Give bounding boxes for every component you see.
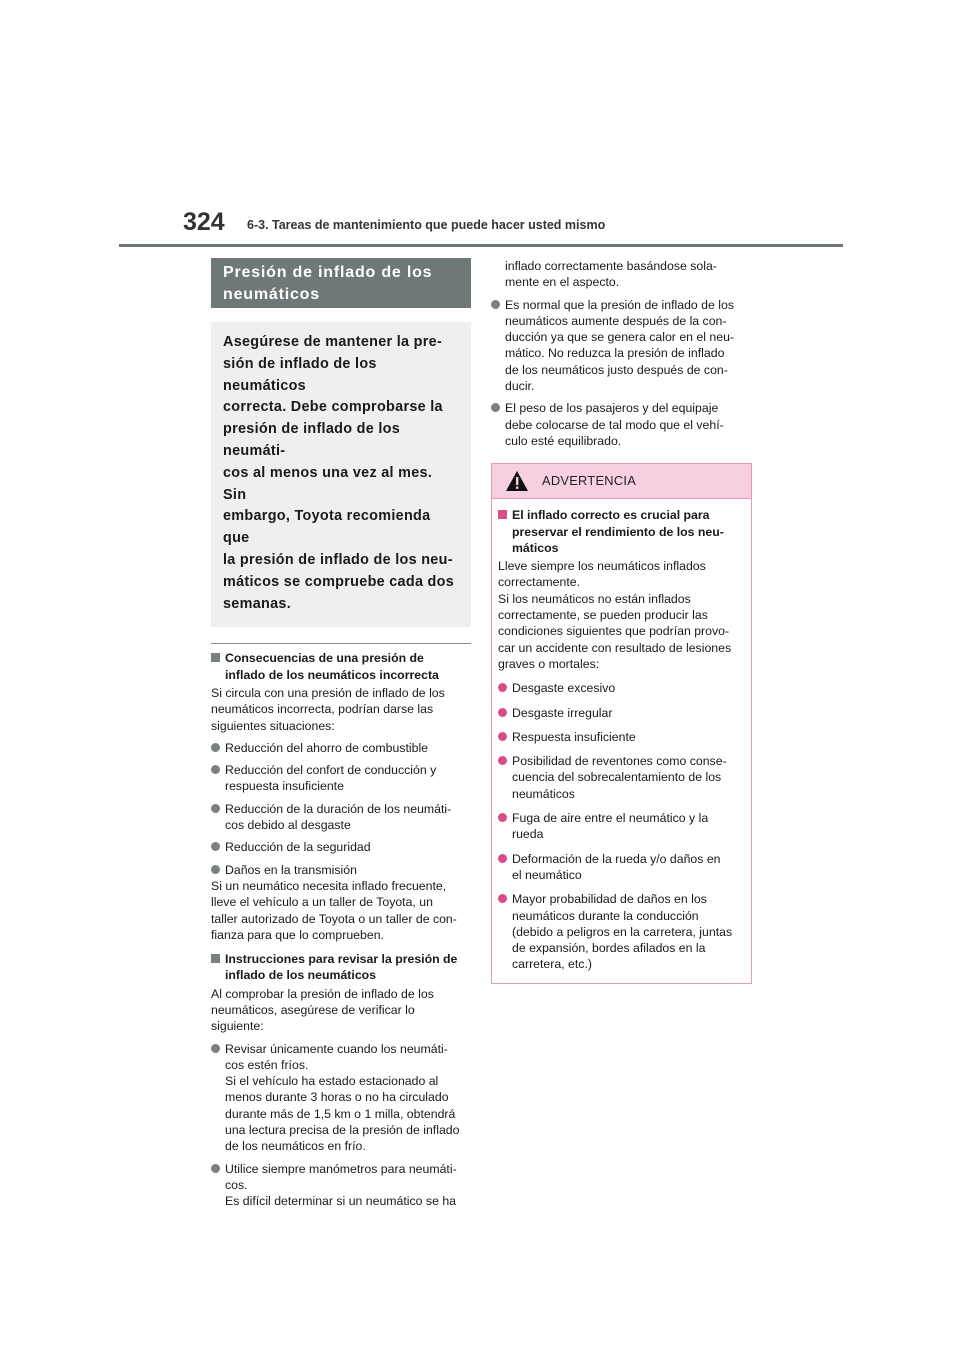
intro-box — [211, 322, 471, 627]
round-bullet-icon — [498, 708, 507, 717]
paragraph: Si circula con una presión de inflado de los neumáticos incorrecta, podrían darse las siguientes situaciones: — [211, 685, 445, 733]
list-item: Deformación de la rueda y/o daños en el neumático — [498, 851, 745, 884]
warning-box — [491, 463, 752, 983]
list-item: Fuga de aire entre el neumático y la rueda — [498, 810, 745, 843]
list-item: Es normal que la presión de inflado de los neumáticos aumente después de la con- ducción ya que se genera calor en el neu- mático. No reduzca la presión de inflado de los neumáticos justo después de con- ducir. — [491, 297, 751, 395]
round-bullet-icon — [491, 300, 500, 309]
warning-triangle-icon — [505, 470, 529, 492]
round-bullet-icon — [211, 1164, 220, 1173]
round-bullet-icon — [498, 756, 507, 765]
warning-paragraph: Lleve siempre los neumáticos inflados correctamente. Si los neumáticos no están inflados correctamente, se pueden producir las condiciones siguientes que podrían provo- car un accidente con resultado de lesiones graves o mortales: — [498, 559, 732, 671]
round-bullet-icon — [491, 403, 500, 412]
list-item: Reducción de la seguridad — [211, 839, 471, 855]
right-column — [491, 258, 751, 984]
list-item: Reducción del ahorro de combustible — [211, 740, 471, 756]
round-bullet-icon — [498, 854, 507, 863]
chapter-title: 6-3. Tareas de mantenimiento que puede hacer usted mismo — [247, 218, 606, 232]
list-item: El peso de los pasajeros y del equipaje debe colocarse de tal modo que el vehí- culo esté equilibrado. — [491, 400, 751, 449]
section-divider — [211, 643, 471, 644]
square-bullet-icon — [211, 653, 220, 662]
intro-line: máticos se compruebe cada dos — [223, 573, 455, 590]
paragraph: Al comprobar la presión de inflado de los neumáticos, asegúrese de verificar lo siguiente: — [211, 986, 434, 1034]
intro-line: la presión de inflado de los neu- — [223, 551, 453, 568]
round-bullet-icon — [211, 743, 220, 752]
warning-body — [492, 499, 751, 982]
warning-title: ADVERTENCIA — [542, 473, 637, 489]
intro-line: semanas. — [223, 595, 292, 612]
intro-line: presión de inflado de los neumáti- — [223, 421, 401, 459]
round-bullet-icon — [211, 842, 220, 851]
round-bullet-icon — [211, 765, 220, 774]
round-bullet-icon — [211, 1044, 220, 1053]
section-banner — [211, 258, 471, 308]
square-bullet-icon — [498, 510, 507, 519]
round-bullet-icon — [498, 683, 507, 692]
list-item: Posibilidad de reventones como conse- cuencia del sobrecalentamiento de los neumáticos — [498, 753, 745, 802]
intro-line: Asegúrese de mantener la pre- — [223, 334, 443, 350]
list-item: Desgaste excesivo — [498, 680, 745, 696]
round-bullet-icon — [498, 732, 507, 741]
page-number: 324 — [183, 208, 225, 236]
list-item: Reducción de la duración de los neumáti- cos debido al desgaste — [211, 801, 471, 834]
round-bullet-icon — [211, 865, 220, 874]
round-bullet-icon — [498, 813, 507, 822]
intro-line: cos al menos una vez al mes. Sin — [223, 464, 433, 503]
list-item: Utilice siempre manómetros para neumáti- cos. Es difícil determinar si un neumático se ha — [211, 1161, 471, 1210]
list-item: Revisar únicamente cuando los neumáti- cos estén fríos. Si el vehículo ha estado estacionado al menos durante 3 horas o no ha circulado durante más de 1,5 km o 1 milla, obtendrá una lectura precisa de la presión de inflado de los neumáticos en frío. — [211, 1041, 471, 1155]
banner-line: neumáticos — [223, 286, 320, 303]
continuation-text: inflado correctamente basándose sola- mente en el aspecto. — [505, 259, 717, 290]
banner-line: Presión de inflado de los — [223, 264, 433, 281]
list-item: Mayor probabilidad de daños en los neumáticos durante la conducción (debido a peligros en la carretera, juntas de expansión, bordes afilados en la carretera, etc.) — [498, 891, 745, 972]
round-bullet-icon — [211, 804, 220, 813]
square-bullet-icon — [211, 954, 220, 963]
intro-line: sión de inflado de los neumáticos — [223, 355, 377, 394]
subheading-instructions: Instrucciones para revisar la presión de inflado de los neumáticos — [211, 951, 471, 984]
warning-subheading: El inflado correcto es crucial para preservar el rendimiento de los neu- máticos — [498, 507, 745, 556]
round-bullet-icon — [498, 894, 507, 903]
subheading-consequences: Consecuencias de una presión de inflado de los neumáticos incorrecta — [211, 650, 471, 683]
header-rule — [119, 244, 843, 247]
list-item: Daños en la transmisión — [211, 862, 471, 878]
left-column — [211, 258, 471, 1210]
intro-line: correcta. Debe comprobarse la — [223, 399, 443, 416]
paragraph: Si un neumático necesita inflado frecuente, lleve el vehículo a un taller de Toyota, un taller autorizado de Toyota o un taller de con- fianza para que lo comprueben. — [211, 878, 457, 942]
list-item: Respuesta insuficiente — [498, 729, 745, 745]
intro-line: embargo, Toyota recomienda que — [223, 508, 431, 547]
warning-header — [492, 464, 751, 499]
list-item: Desgaste irregular — [498, 705, 745, 721]
list-item: Reducción del confort de conducción y respuesta insuficiente — [211, 762, 471, 795]
